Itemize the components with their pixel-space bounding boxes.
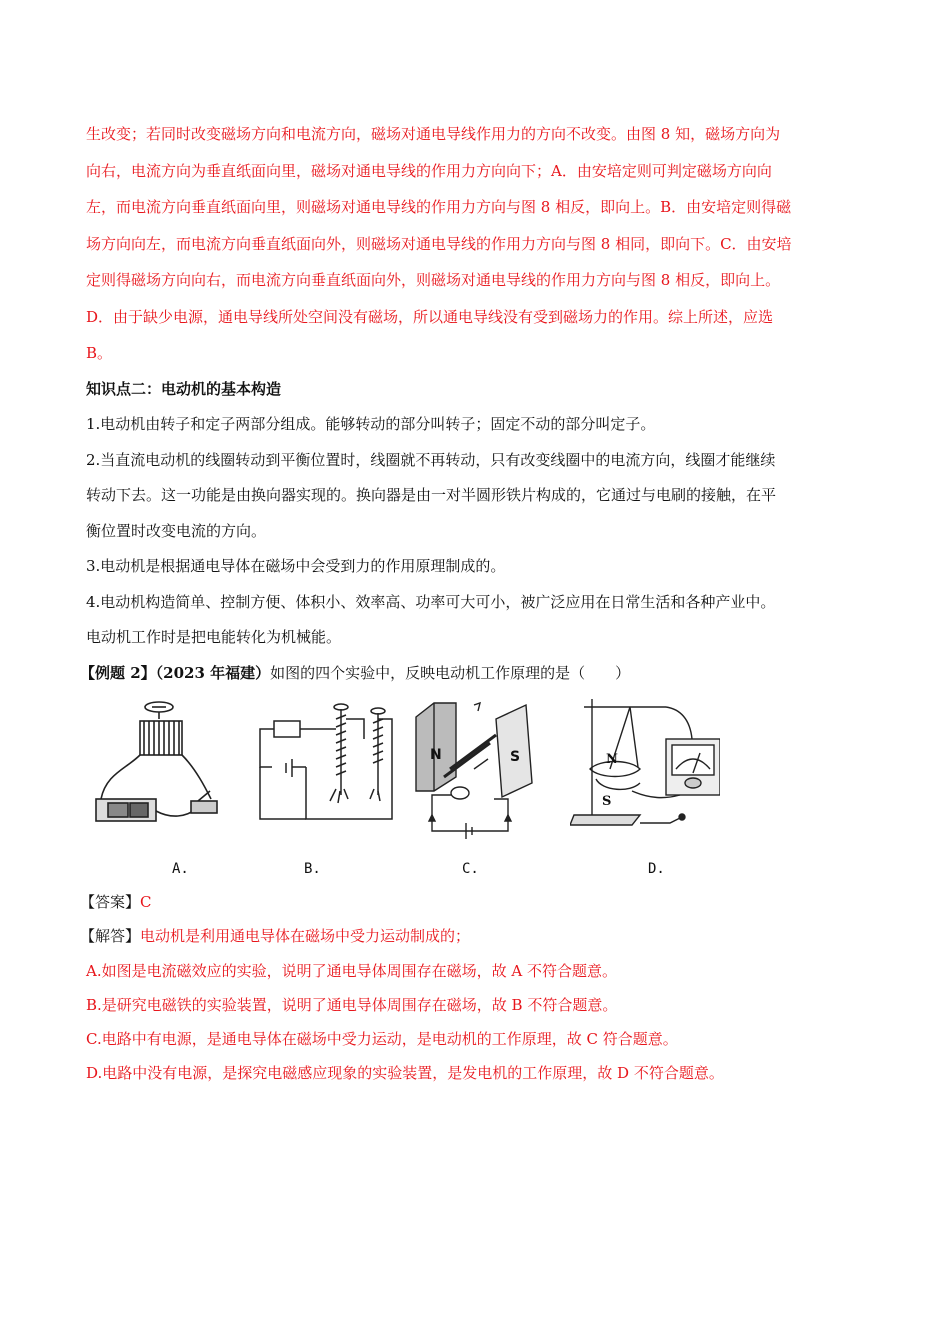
answer-line: 向右，电流方向为垂直纸面向里，磁场对通电导线的作用力方向向下；A．由安培定则可判定磁场方向向	[86, 161, 772, 180]
figure-c-drawing	[414, 699, 554, 839]
explain-line: B.是研究电磁铁的实验装置，说明了通电导体周围存在磁场，故 B 不符合题意。	[86, 995, 618, 1014]
example-question	[80, 656, 864, 692]
magnet-north-label: N	[430, 747, 442, 763]
option-a-label: A.	[172, 861, 189, 877]
answer-line: 场方向向左，而电流方向垂直纸面向外，则磁场对通电导线的作用力方向与图 8 相同，即向下。C．由安培	[86, 234, 792, 253]
solution-section	[80, 885, 864, 1091]
figure-b-drawing	[246, 699, 396, 829]
knowledge-point: 转动下去。这一功能是由换向器实现的。换向器是由一对半圆形铁片构成的，它通过与电刷的接触，在平	[86, 486, 777, 504]
knowledge-point: 4.电动机构造简单、控制方便、体积小、效率高、功率可大可小，被广泛应用在日常生活和各种产业中。	[86, 592, 776, 611]
answer-value: C	[140, 893, 152, 911]
answer-line: 左，而电流方向垂直纸面向里，则磁场对通电导线的作用力方向与图 8 相反，即向上。B．由安培定则得磁	[86, 198, 792, 216]
page-content	[80, 116, 864, 1091]
answer-line: D．由于缺少电源，通电导线所处空间没有磁场，所以通电导线没有受到磁场力的作用。综上所述，应选	[86, 307, 774, 326]
knowledge-point: 2.当直流电动机的线圈转动到平衡位置时，线圈就不再转动，只有改变线圈中的电流方向，线圈才能继续	[86, 450, 776, 469]
explain-line: A.如图是电流磁效应的实验，说明了通电导体周围存在磁场，故 A 不符合题意。	[86, 961, 617, 980]
figure-a	[86, 699, 236, 829]
experiment-figures	[86, 695, 864, 885]
figure-b	[246, 699, 396, 829]
explain-label: 【解答】	[80, 927, 141, 946]
knowledge-point: 电动机工作时是把电能转化为机械能。	[86, 628, 342, 646]
explain-intro: 电动机是利用通电导体在磁场中受力运动制成的；	[140, 927, 471, 946]
answer-line: 生改变；若同时改变磁场方向和电流方向，磁场对通电导线作用力的方向不改变。由图 8 知，磁场方向为	[86, 125, 781, 143]
option-d-label: D.	[648, 861, 665, 877]
option-c-label: C.	[462, 861, 479, 877]
example-tag: 【例题 2】	[80, 663, 156, 682]
magnet-north-label: N	[606, 752, 618, 767]
knowledge-heading: 知识点二：电动机的基本构造	[86, 379, 282, 398]
figure-a-drawing	[86, 699, 236, 829]
knowledge-section	[86, 372, 864, 656]
explain-line: D.电路中没有电源，是探究电磁感应现象的实验装置，是发电机的工作原理，故 D 不符合题意。	[86, 1064, 724, 1083]
figure-c	[414, 699, 554, 839]
example-source: （2023 年福建）	[155, 663, 271, 682]
figure-d-drawing	[570, 699, 720, 839]
knowledge-point: 衡位置时改变电流的方向。	[86, 521, 267, 540]
figure-d	[570, 699, 720, 839]
magnet-south-label: S	[602, 794, 612, 809]
knowledge-point: 3.电动机是根据通电导体在磁场中会受到力的作用原理制成的。	[86, 557, 506, 575]
option-b-label: B.	[304, 861, 321, 877]
answer-label: 【答案】	[80, 893, 141, 911]
answer-line: B。	[86, 344, 113, 362]
example-question-text: 如图的四个实验中，反映电动机工作原理的是（ ）	[270, 663, 631, 682]
explain-line: C.电路中有电源，是通电导体在磁场中受力运动，是电动机的工作原理，故 C 符合题意。	[86, 1030, 678, 1049]
answer-line: 定则得磁场方向向右，而电流方向垂直纸面向外，则磁场对通电导线的作用力方向与图 8 相反，即向上。	[86, 271, 781, 289]
prior-answer-block	[86, 116, 864, 372]
magnet-south-label: S	[510, 749, 521, 765]
knowledge-point: 1.电动机由转子和定子两部分组成。能够转动的部分叫转子；固定不动的部分叫定子。	[86, 415, 656, 433]
